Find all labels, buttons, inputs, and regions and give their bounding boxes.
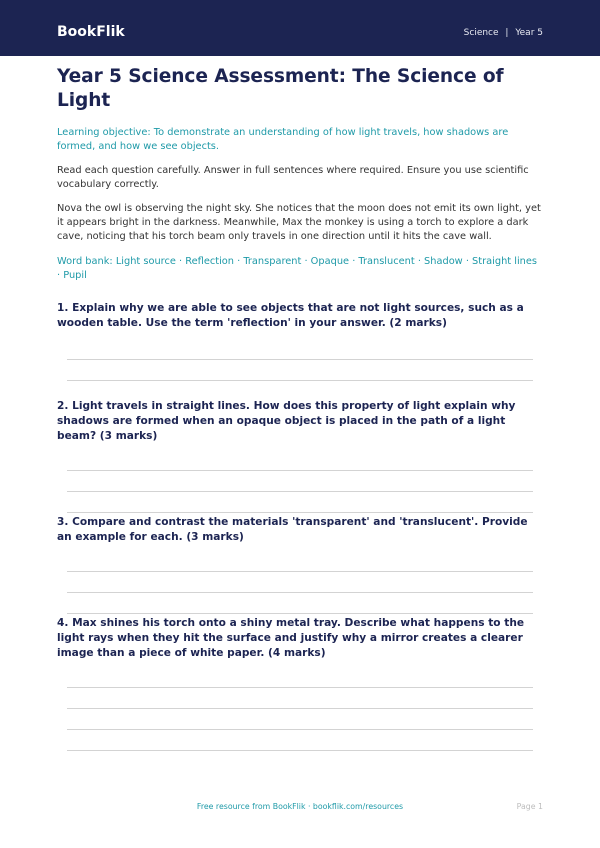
answer-line[interactable] [67,492,533,513]
question-text: 4. Max shines his torch onto a shiny metal tray. Describe what happens to the light rays when they hit the surface and justify why a mirror creates a clearer image than a piece of white paper. (4 marks) [57,617,525,659]
answer-line[interactable] [67,593,533,614]
question-3 [57,515,543,614]
breadcrumb-subject: Science [463,28,499,38]
answer-line[interactable] [67,667,533,688]
breadcrumb [464,27,543,39]
breadcrumb-separator: | [505,28,509,38]
word-bank: Word bank: Light source · Reflection · Transparent · Opaque · Translucent · Shadow · Straight lines · Pupil [57,256,538,281]
answer-line[interactable] [67,339,533,360]
answer-area[interactable] [67,339,533,381]
worksheet-body [57,65,543,751]
answer-area[interactable] [67,450,533,513]
answer-line[interactable] [67,360,533,381]
learning-objective: Learning objective: To demonstrate an understanding of how light travels, how shadows are formed, and how we see objects. [57,127,509,152]
brand-logo[interactable]: BookFlik [57,24,125,40]
question-text: 1. Explain why we are able to see objects that are not light sources, such as a wooden table. Use the term 'reflection' in your answer. (2 marks) [57,302,524,329]
answer-line[interactable] [67,450,533,471]
breadcrumb-year: Year 5 [515,28,543,38]
scenario-text: Nova the owl is observing the night sky. She notices that the moon does not emit its own light, yet it appears bright in the darkness. Meanwhile, Max the monkey is using a torch to explore a dark cave, noticing that his torch beam only travels in one direction until it hits the cave wall. [57,203,541,242]
answer-line[interactable] [67,572,533,593]
question-text: 2. Light travels in straight lines. How does this property of light explain why shadows are formed when an opaque object is placed in the path of a light beam? (3 marks) [57,400,516,442]
page-number: Page 1 [516,802,543,811]
page-title: Year 5 Science Assessment: The Science of Light [57,66,504,111]
question-1 [57,301,543,381]
answer-line[interactable] [67,688,533,709]
answer-area[interactable] [67,667,533,751]
instructions: Read each question carefully. Answer in full sentences where required. Ensure you use scientific vocabulary correctly. [57,165,529,190]
footer [0,802,600,816]
answer-line[interactable] [67,551,533,572]
question-text: 3. Compare and contrast the materials 'transparent' and 'translucent'. Provide an example for each. (3 marks) [57,516,528,543]
question-4 [57,616,543,751]
answer-line[interactable] [67,709,533,730]
answer-line[interactable] [67,730,533,751]
question-2 [57,399,543,513]
header-bar [0,0,600,56]
answer-line[interactable] [67,471,533,492]
footer-link[interactable]: Free resource from BookFlik · bookflik.com/resources [196,802,404,811]
answer-area[interactable] [67,551,533,614]
